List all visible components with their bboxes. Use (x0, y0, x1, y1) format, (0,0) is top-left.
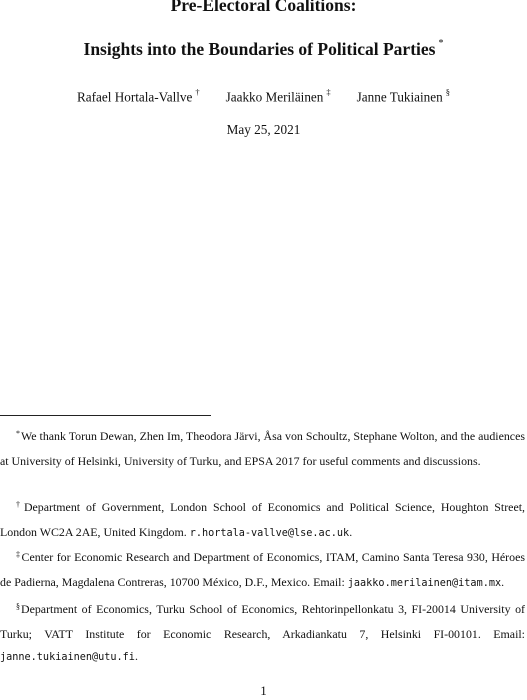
author-name: Rafael Hortala-Vallve (77, 89, 193, 105)
author-footnote-marker[interactable]: § (445, 87, 450, 97)
footnote-marker: * (16, 429, 20, 438)
author-footnote-marker[interactable]: † (195, 87, 200, 97)
author-email-link[interactable]: r.hortala-vallve@lse.ac.uk (189, 527, 350, 539)
footnote-suffix: . (501, 574, 505, 589)
author-list (0, 84, 527, 106)
footnote-author-3 (0, 598, 525, 670)
author-name: Jaakko Meriläinen (225, 89, 324, 105)
paper-title-text: Insights into the Boundaries of Political Parties (83, 38, 436, 59)
footnote-suffix: . (134, 649, 138, 663)
title-footnote-marker[interactable]: * (438, 38, 444, 49)
footnote-author-2 (0, 546, 525, 595)
footnote-acknowledgements (0, 425, 525, 472)
footnote-author-1 (0, 496, 525, 545)
footnote-text: Department of Government, London School of Economics and Political Science, Houghton Street, London WC2A 2AE, United Kingdom. (0, 500, 526, 539)
paper-title-line-2 (0, 35, 527, 60)
footnote-divider (0, 415, 211, 416)
author-name: Janne Tukiainen (356, 89, 443, 105)
author-email-link[interactable]: jaakko.merilainen@itam.mx (347, 577, 502, 589)
page-number: 1 (260, 683, 267, 698)
footnote-text: We thank Torun Dewan, Zhen Im, Theodora Järvi, Åsa von Schoultz, Stephane Wolton, and the audiences at University of Helsinki, University of Turku, and EPSA 2017 for useful comments and discussions. (0, 429, 525, 468)
footnote-marker: † (16, 500, 23, 509)
footnote-suffix: . (349, 524, 353, 539)
author-footnote-marker[interactable]: ‡ (326, 87, 331, 97)
paper-title-line-1: Pre-Electoral Coalitions: (170, 0, 357, 15)
author-email-link[interactable]: janne.tukiainen@utu.fi (0, 652, 135, 663)
footnote-marker: § (16, 602, 20, 611)
author (357, 84, 450, 106)
footnote-text: Department of Economics, Turku School of Economics, Rehtorinpellonkatu 3, FI-20014 University of Turku; VATT Institute for Economic Research, Arkadiankatu 7, Helsinki FI-00101. Email: (0, 602, 525, 641)
publication-date: May 25, 2021 (226, 122, 301, 137)
author (77, 84, 200, 106)
footnote-text: Center for Economic Research and Department of Economics, ITAM, Camino Santa Teresa 930, Héroes de Padierna, Magdalena Contreras, 10700 México, D.F., Mexico. Email: (0, 550, 525, 589)
author (226, 84, 331, 106)
footnote-marker: ‡ (16, 550, 21, 559)
